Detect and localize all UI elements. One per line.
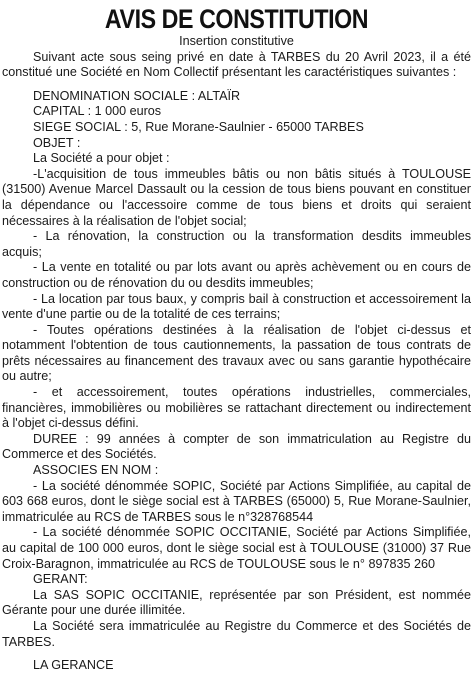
siege-line: SIEGE SOCIAL : 5, Rue Morane-Saulnier - 65000 TARBES bbox=[33, 119, 364, 134]
capital-line: CAPITAL : 1 000 euros bbox=[33, 104, 162, 119]
objet-item: - La location par tous baux, y compris bail à construction et accessoirement la vente d'une partie ou de la totalité de ces terrains; bbox=[2, 291, 471, 322]
notice-body bbox=[0, 34, 473, 674]
objet-item: - La vente en totalité ou par lots avant ou après achèvement ou en cours de construction ou de rénovation du ou desdits immeubles; bbox=[2, 260, 471, 290]
objet-item: - La rénovation, la construction ou la transformation desdits immeubles acquis; bbox=[2, 229, 471, 259]
objet-intro: La Société a pour objet : bbox=[33, 151, 170, 166]
associe-item: - La société dénommée SOPIC OCCITANIE, Société par Actions Simplifiée, au capital de 100 000 euros, dont le siège social est à TOULOUSE (31000) 37 Rue Croix-Baragnon, immatriculée au RCS de TOULOUSE sous le n° 897835 260 bbox=[2, 525, 471, 571]
notice-subtitle: Insertion constitutive bbox=[179, 34, 294, 48]
objet-item: -L'acquisition de tous immeubles bâtis ou non bâtis situés à TOULOUSE (31500) Avenue Marcel Dassault ou la cession de tous biens pouvant en constituer la dépendance ou l'accessoire comme de tous biens et droits qui seraient nécessaires à la réalisation de l'objet social; bbox=[2, 166, 471, 228]
spacer bbox=[2, 650, 471, 658]
signature: LA GERANCE bbox=[33, 658, 114, 673]
gerant-label: GERANT: bbox=[33, 572, 88, 587]
duree-paragraph: DUREE : 99 années à compter de son immatriculation au Registre du Commerce et des Sociétés. bbox=[2, 431, 471, 462]
spacer bbox=[2, 81, 471, 89]
denomination-line: DENOMINATION SOCIALE : ALTAÏR bbox=[33, 88, 241, 103]
notice-title: AVIS DE CONSTITUTION bbox=[104, 4, 369, 34]
objet-item: - et accessoirement, toutes opérations industrielles, commerciales, financières, immobilières ou mobilières se rattachant directement ou indirectement à l'objet ci-dessus défini. bbox=[2, 385, 471, 431]
associes-label: ASSOCIES EN NOM : bbox=[33, 463, 159, 478]
immatriculation-paragraph: La Société sera immatriculée au Registre du Commerce et des Sociétés de TARBES. bbox=[2, 618, 471, 649]
gerant-paragraph: La SAS SOPIC OCCITANIE, représentée par son Président, est nommée Gérante pour une durée illimitée. bbox=[2, 587, 471, 618]
objet-item: - Toutes opérations destinées à la réalisation de l'objet ci-dessus et notamment l'obtention de tous cautionnements, la passation de tous contrats de prêts nécessaires au financement des travaux avec ou sans garantie hypothécaire ou autre; bbox=[2, 322, 471, 384]
associe-item: - La société dénommée SOPIC, Société par Actions Simplifiée, au capital de 603 668 euros, dont le siège social est à TARBES (65000) 5, Rue Morane-Saulnier, immatriculée au RCS de TARBES sous le n°328768544 bbox=[2, 478, 471, 524]
objet-label: OBJET : bbox=[33, 135, 81, 150]
intro-paragraph: Suivant acte sous seing privé en date à TARBES du 20 Avril 2023, il a été constitué une Société en Nom Collectif présentant les caractéristiques suivantes : bbox=[2, 49, 471, 80]
